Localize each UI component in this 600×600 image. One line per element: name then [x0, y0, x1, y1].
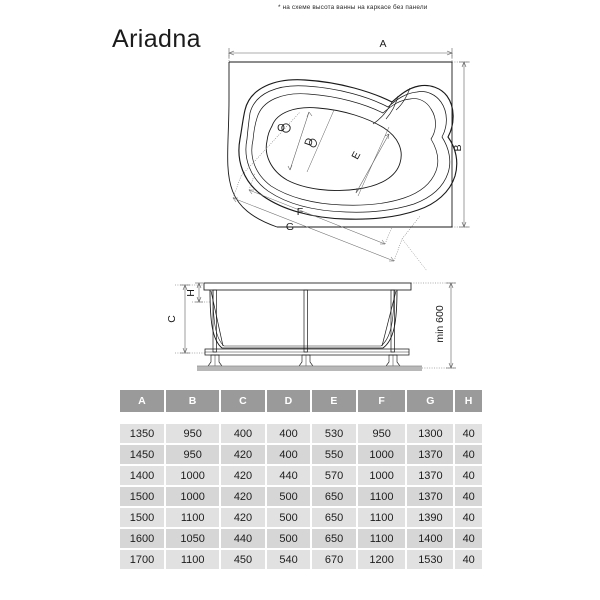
cell-b: 950 — [166, 424, 219, 443]
plan-label-d: D — [302, 136, 317, 148]
table-header-b: B — [166, 390, 219, 412]
dimension-h — [192, 283, 210, 302]
table-row — [120, 487, 482, 506]
cell-b: 1100 — [166, 550, 219, 569]
dimension-min-600 — [411, 283, 456, 368]
cell-e: 530 — [312, 424, 356, 443]
cell-f: 1000 — [358, 445, 406, 464]
cell-d: 400 — [267, 445, 311, 464]
table-row — [120, 424, 482, 443]
cell-f: 1100 — [358, 508, 406, 527]
cell-f: 1100 — [358, 529, 406, 548]
table-header-row — [120, 390, 482, 412]
cell-f: 950 — [358, 424, 406, 443]
dimension-g — [233, 112, 420, 261]
cell-b: 1050 — [166, 529, 219, 548]
cell-e: 650 — [312, 487, 356, 506]
cell-c: 420 — [221, 508, 265, 527]
cell-a: 1500 — [120, 487, 164, 506]
table-header-c: C — [221, 390, 265, 412]
page-title: Ariadna — [112, 25, 201, 53]
cell-c: 420 — [221, 487, 265, 506]
table-row — [120, 550, 482, 569]
frame-posts — [213, 290, 394, 352]
cell-a: 1700 — [120, 550, 164, 569]
cell-e: 670 — [312, 550, 356, 569]
cell-a: 1350 — [120, 424, 164, 443]
table-header-f: F — [358, 390, 406, 412]
overflow-outlet — [308, 138, 317, 148]
cell-c: 450 — [221, 550, 265, 569]
cell-h: 40 — [455, 550, 482, 569]
cell-f: 1200 — [358, 550, 406, 569]
footnote-text: * на схеме высота ванны на каркасе без панели — [278, 4, 428, 11]
table-header-d: D — [267, 390, 311, 412]
cell-d: 400 — [267, 424, 311, 443]
cell-c: 420 — [221, 466, 265, 485]
plan-label-b: B — [452, 144, 464, 152]
table-row — [120, 445, 482, 464]
cell-a: 1400 — [120, 466, 164, 485]
table-header-h: H — [455, 390, 482, 412]
elevation-label-min-600: min 600 — [434, 305, 446, 343]
cell-b: 1000 — [166, 487, 219, 506]
cell-f: 1000 — [358, 466, 406, 485]
cell-h: 40 — [455, 466, 482, 485]
plan-view — [228, 38, 470, 261]
dimension-f — [249, 173, 392, 244]
cell-g: 1370 — [407, 466, 453, 485]
cell-a: 1450 — [120, 445, 164, 464]
cell-b: 950 — [166, 445, 219, 464]
cell-g: 1400 — [407, 529, 453, 548]
cell-g: 1300 — [407, 424, 453, 443]
dimensions-table — [118, 388, 484, 571]
cell-e: 550 — [312, 445, 356, 464]
elevation-label-c: C — [166, 315, 178, 323]
table-body — [120, 424, 482, 569]
adjustable-feet — [208, 355, 400, 366]
cell-c: 400 — [221, 424, 265, 443]
cell-e: 650 — [312, 529, 356, 548]
table-row — [120, 466, 482, 485]
cell-d: 500 — [267, 529, 311, 548]
cell-h: 40 — [455, 424, 482, 443]
dimension-b — [452, 62, 470, 227]
cell-h: 40 — [455, 487, 482, 506]
plan-label-f: F — [296, 206, 304, 218]
cell-f: 1100 — [358, 487, 406, 506]
cell-g: 1370 — [407, 445, 453, 464]
elevation-view — [166, 240, 456, 371]
table-header-g: G — [407, 390, 453, 412]
cell-c: 420 — [221, 445, 265, 464]
cell-e: 570 — [312, 466, 356, 485]
cell-d: 500 — [267, 487, 311, 506]
table-header-e: E — [312, 390, 356, 412]
cell-d: 540 — [267, 550, 311, 569]
floor-line — [197, 366, 422, 371]
cell-h: 40 — [455, 529, 482, 548]
cell-g: 1530 — [407, 550, 453, 569]
plan-label-drain: O — [277, 123, 285, 134]
plan-label-e: E — [349, 149, 364, 162]
cell-h: 40 — [455, 508, 482, 527]
cell-b: 1000 — [166, 466, 219, 485]
drain-outlet — [282, 124, 290, 132]
cell-d: 440 — [267, 466, 311, 485]
table-header-spacer — [120, 414, 482, 422]
dimension-d — [288, 112, 312, 170]
cell-g: 1390 — [407, 508, 453, 527]
dimension-c — [175, 285, 205, 353]
cell-e: 650 — [312, 508, 356, 527]
table-row — [120, 508, 482, 527]
cell-h: 40 — [455, 445, 482, 464]
table-header-a: A — [120, 390, 164, 412]
table-row — [120, 529, 482, 548]
dimension-a — [229, 48, 452, 62]
cell-a: 1500 — [120, 508, 164, 527]
cell-d: 500 — [267, 508, 311, 527]
plan-label-a: A — [379, 38, 387, 50]
dimension-e — [307, 110, 389, 196]
cell-c: 440 — [221, 529, 265, 548]
cell-b: 1100 — [166, 508, 219, 527]
elevation-label-h: H — [185, 289, 197, 297]
projection-leader — [403, 240, 427, 271]
cell-a: 1600 — [120, 529, 164, 548]
cell-g: 1370 — [407, 487, 453, 506]
plan-label-g: G — [285, 221, 295, 233]
